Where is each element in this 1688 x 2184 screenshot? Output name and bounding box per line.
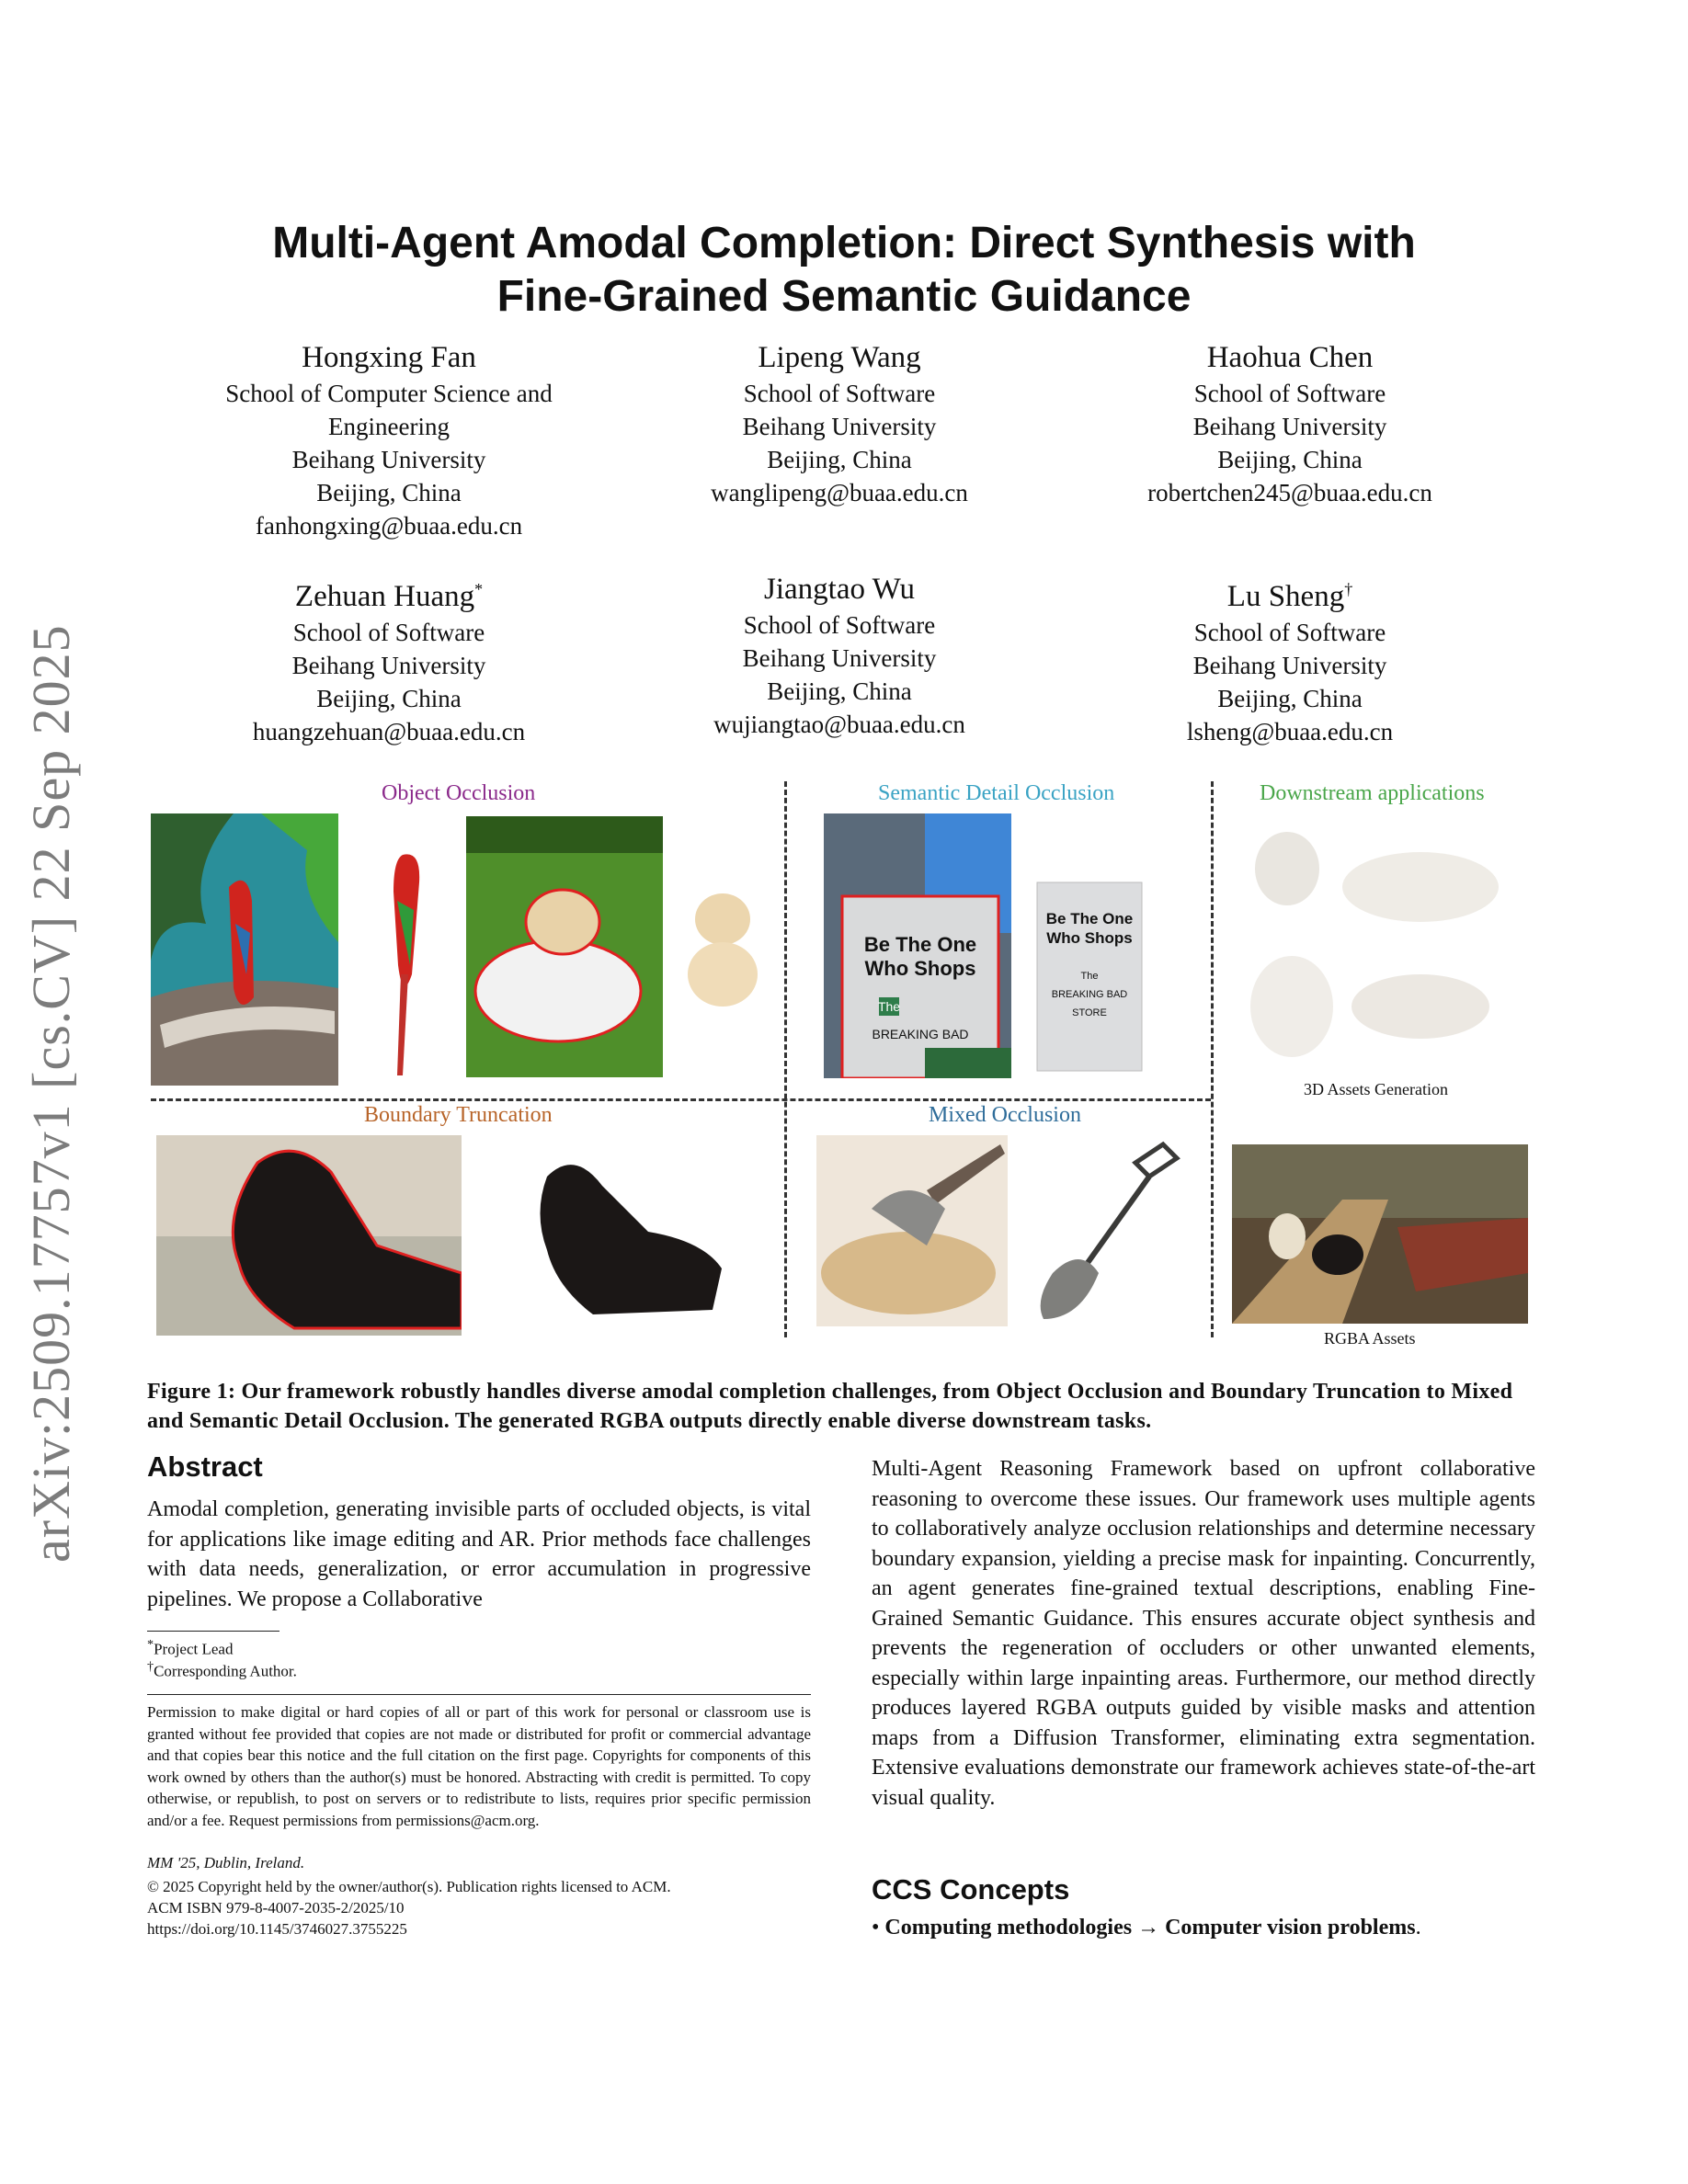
author-name: Jiangtao Wu: [764, 573, 915, 606]
author-block: [628, 570, 1051, 741]
sign-text-the: The: [877, 999, 901, 1014]
author-location: Beijing, China: [767, 446, 912, 473]
sign-text-line: Who Shops: [864, 957, 976, 980]
ccs-arrow: →: [1137, 1916, 1160, 1939]
author-email[interactable]: wujiangtao@buaa.edu.cn: [713, 711, 965, 738]
author-name: Zehuan Huang*: [294, 580, 484, 613]
figure-caption: Figure 1: Our framework robustly handles diverse amodal completion challenges, from Object Occlusion and Boundary Truncation to Mixed and Semantic Detail Occlusion. The generated RGBA outputs directly enable diverse downstream tasks.: [147, 1380, 1513, 1433]
author-affiliation: School of Computer Science and: [225, 380, 553, 407]
footnote-project-lead: *Project Lead: [147, 1637, 234, 1658]
shovel-occluded-image: [816, 1135, 1008, 1326]
author-location: Beijing, China: [316, 685, 462, 712]
sign-text-store: STORE: [1072, 1007, 1107, 1018]
author-university: Beihang University: [291, 652, 486, 679]
author-affiliation: School of Software: [1193, 380, 1386, 407]
label-boundary-truncation: Boundary Truncation: [364, 1103, 553, 1127]
shovel-completed-image: [1016, 1135, 1200, 1326]
author-email[interactable]: huangzehuan@buaa.edu.cn: [252, 718, 526, 745]
sign-text-breaking: BREAKING BAD: [872, 1027, 969, 1041]
sign-occluded-image: [824, 813, 1011, 1078]
ccs-bullet: •: [872, 1916, 880, 1939]
author-email[interactable]: robertchen245@buaa.edu.cn: [1147, 479, 1432, 506]
isbn: ACM ISBN 979-8-4007-2035-2/2025/10: [147, 1899, 405, 1917]
footnote-corresponding-author: †Corresponding Author.: [147, 1659, 297, 1680]
author-email[interactable]: wanglipeng@buaa.edu.cn: [711, 479, 968, 506]
author-name: Lu Sheng†: [1226, 580, 1353, 613]
divider-vertical: [1211, 781, 1214, 1337]
sign-completed-image: [1030, 836, 1149, 1075]
footnote-mark: *: [147, 1637, 154, 1652]
author-location: Beijing, China: [1217, 446, 1363, 473]
author-block: [177, 338, 600, 542]
divider-vertical: [784, 781, 787, 1337]
label-semantic-detail-occlusion: Semantic Detail Occlusion: [878, 781, 1115, 805]
author-affiliation: School of Software: [743, 611, 936, 639]
author-university: Beihang University: [742, 413, 937, 440]
ccs-period: .: [1415, 1916, 1421, 1939]
ccs-subcategory: Computer vision problems: [1165, 1916, 1416, 1939]
sign-text-line: Who Shops: [1046, 929, 1133, 947]
ccs-concepts-line: [872, 1916, 1535, 1940]
sign-text-line: Be The One: [1045, 910, 1134, 927]
assets-3d-image: [1246, 823, 1522, 1080]
footnote-mark: †: [147, 1659, 154, 1674]
title-line-2: Fine-Grained Semantic Guidance: [496, 272, 1192, 321]
author-university: Beihang University: [291, 446, 486, 473]
title-line-1: Multi-Agent Amodal Completion: Direct Synthesis with: [272, 219, 1416, 267]
author-name: Lipeng Wang: [758, 341, 921, 374]
footnote-rule: [147, 1631, 279, 1632]
doi-link[interactable]: https://doi.org/10.1145/3746027.3755225: [147, 1920, 407, 1938]
figure-1: [147, 781, 1545, 1351]
author-name: Hongxing Fan: [302, 341, 476, 374]
puppy-completed-image: [677, 873, 769, 1011]
author-location: Beijing, China: [1217, 685, 1363, 712]
arxiv-stamp: arXiv:2509.17757v1 [cs.CV] 22 Sep 2025: [21, 624, 81, 1563]
label-downstream-applications: Downstream applications: [1260, 781, 1485, 805]
permission-rule: [147, 1694, 811, 1695]
permission-notice: Permission to make digital or hard copies of all or part of this work for personal or classroom use is granted without fee provided that copies are not made or distributed for profit or commercial advantage and that copies bear this notice and the full citation on the first page. Copyrights for components of this work owned by others than the author(s) must be honored. Abstracting with credit is permitted. To copy otherwise, or republish, to post on servers or to redistribute to lists, requires prior specific permission and/or a fee. Request permissions from permissions@acm.org.: [147, 1703, 811, 1829]
dog-truncated-image: [156, 1135, 462, 1336]
venue: MM '25, Dublin, Ireland.: [147, 1854, 305, 1871]
parrot-completed-image: [357, 836, 439, 1085]
divider-horizontal: [151, 1098, 1211, 1101]
author-affiliation: School of Software: [1193, 619, 1386, 646]
author-location: Beijing, China: [316, 479, 462, 506]
dog-completed-image: [519, 1149, 731, 1324]
footnote-mark: *: [474, 580, 484, 598]
author-university: Beihang University: [742, 644, 937, 672]
abstract-text-left: Amodal completion, generating invisible parts of occluded objects, is vital for applications like image editing and AR. Prior methods face challenges with data needs, generalization, or error accumulation in progressive pipelines. We propose a Collaborative: [147, 1497, 811, 1611]
sign-text-line: Be The One: [863, 933, 977, 956]
ccs-heading: CCS Concepts: [872, 1873, 1070, 1905]
footnote-mark: †: [1344, 580, 1353, 598]
sign-text-the: The: [1080, 971, 1099, 982]
abstract-text-right: Multi-Agent Reasoning Framework based on upfront collaborative reasoning to overcome these issues. Our framework uses multiple agents to collaboratively analyze occlusion relationships and determine necessary boundary expansion, yielding a precise mask for inpainting. Concurrently, an agent generates fine-grained textual descriptions, enabling Fine-Grained Semantic Guidance. This ensures accurate object synthesis and prevents the regeneration of occluders or other unwanted elements, especially within large inpainting areas. Furthermore, our method directly produces layered RGBA outputs guided by visible masks and attention maps from a Diffusion Transformer, eliminating extra segmentation. Extensive evaluations demonstrate our framework achieves state-of-the-art visual quality.: [872, 1457, 1535, 1810]
sign-text-breaking: BREAKING BAD: [1051, 989, 1128, 1000]
copyright-notice: © 2025 Copyright held by the owner/author(s). Publication rights licensed to ACM.: [147, 1878, 671, 1895]
label-mixed-occlusion: Mixed Occlusion: [929, 1103, 1081, 1127]
author-email[interactable]: lsheng@buaa.edu.cn: [1186, 718, 1394, 745]
paper-title: [138, 217, 1550, 324]
author-affiliation: School of Software: [743, 380, 936, 407]
author-email[interactable]: fanhongxing@buaa.edu.cn: [255, 512, 523, 540]
author-block: [1078, 570, 1501, 748]
author-university: Beihang University: [1192, 652, 1387, 679]
label-3d-assets: 3D Assets Generation: [1304, 1080, 1448, 1098]
author-block: [177, 570, 600, 748]
author-block: [1078, 338, 1501, 509]
author-block: [628, 338, 1051, 509]
parrot-occluded-image: [151, 813, 338, 1086]
author-university: Beihang University: [1192, 413, 1387, 440]
author-location: Beijing, China: [767, 677, 912, 705]
abstract-heading: Abstract: [147, 1450, 263, 1483]
rgba-assets-image: [1232, 1144, 1528, 1324]
puppy-frisbee-image: [466, 816, 663, 1077]
author-affiliation: Engineering: [328, 413, 450, 440]
label-object-occlusion: Object Occlusion: [382, 781, 536, 805]
author-affiliation: School of Software: [292, 619, 485, 646]
ccs-category: Computing methodologies: [884, 1916, 1133, 1939]
author-name: Haohua Chen: [1206, 341, 1374, 374]
label-rgba-assets: RGBA Assets: [1324, 1329, 1416, 1348]
